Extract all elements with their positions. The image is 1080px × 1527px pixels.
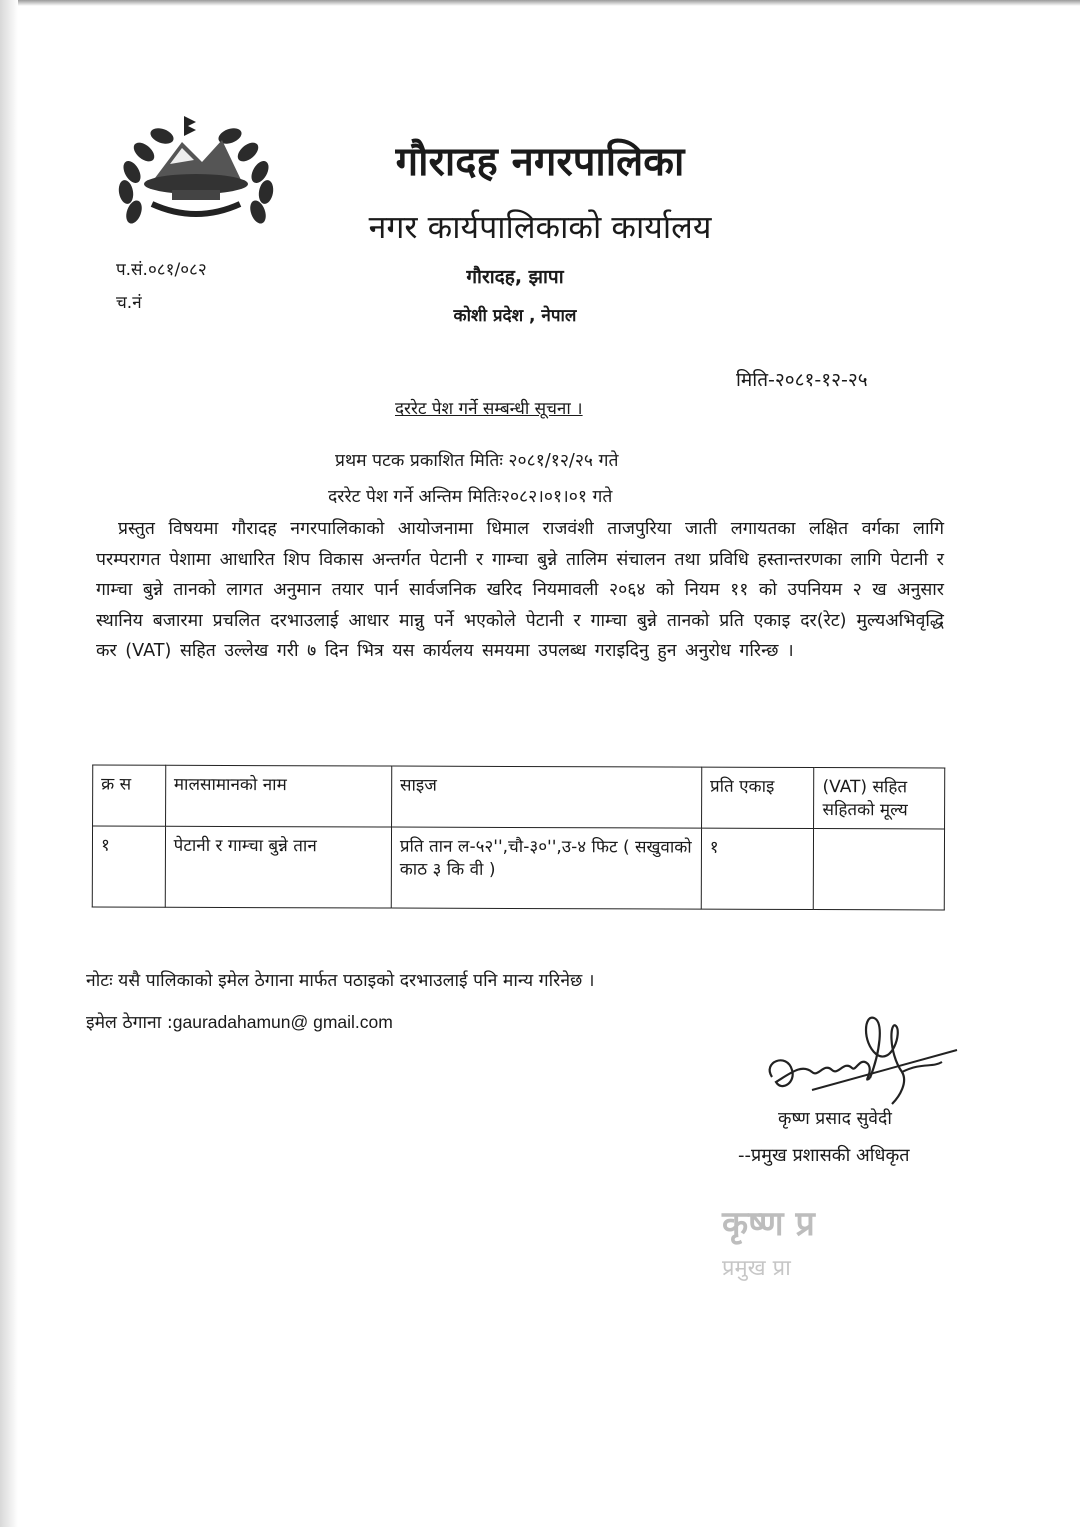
table-row <box>92 826 944 910</box>
signer-title: --प्रमुख प्रशासकी अधिकृत <box>738 1145 910 1166</box>
official-name-stamp <box>718 1197 968 1287</box>
org-name: गौरादह नगरपालिका <box>395 138 685 185</box>
subject: दररेट पेश गर्ने सम्बन्धी सूचना । <box>395 399 583 419</box>
signer-name: कृष्ण प्रसाद सुवेदी <box>778 1109 892 1129</box>
stamp-line-2: प्रमुख प्रा <box>722 1256 791 1281</box>
email-label: इमेल ठेगाना : <box>86 1013 173 1033</box>
nepal-emblem-icon <box>112 112 280 232</box>
row-serial: १ <box>92 826 165 907</box>
header-item-name: मालसामानको नाम <box>165 765 391 827</box>
notice-body: प्रस्तुत विषयमा गौरादह नगरपालिकाको आयोजनामा धिमाल राजवंशी ताजपुरिया जाती लगायतका लक्षित वर्गका लागि परम्परागत पेशामा आधारित शिप विकास अन्तर्गत पेटानी र गाम्चा बुन्ने तालिम संचालन तथा प्रविधि हस्तान्तरणका लागि पेटानी र गाम्चा बुन्ने तानको लागत अनुमान तयार पार्न सार्वजनिक खरिद नियमावली २०६४ को नियम ११ को उपनियम २ ख अनुसार स्थानिय बजारमा प्रचलित दरभाउलाई आधार मान्नु पर्ने भएकोले पेटानी र गाम्चा बुन्ने तानको प्रति एकाइ दर(रेट) मुल्यअभिवृद्धि कर (VAT) सहित उल्लेख गरी ७ दिन भित्र यस कार्यलय समयमा उपलब्ध गराइदिनु हुन अनुरोध गरिन्छ । <box>96 519 944 661</box>
submission-deadline: दररेट पेश गर्ने अन्तिम मितिः२०८२।०१।०१ गते <box>328 487 613 507</box>
office-address: गौरादह, झापा <box>466 266 564 288</box>
header-serial: क्र स <box>93 765 166 826</box>
header-price-with-vat: (VAT) सहित सहितको मूल्य <box>814 768 945 829</box>
first-published-date: प्रथम पटक प्रकाशित मितिः २०८१/१२/२५ गते <box>335 451 619 471</box>
note: नोटः यसै पालिकाको इमेल ठेगाना मार्फत पठाइको दरभाउलाई पनि मान्य गरिनेछ । <box>86 971 595 991</box>
scan-top-edge <box>0 0 1080 6</box>
items-table <box>92 765 945 911</box>
header-size: साइज <box>391 766 701 828</box>
header-per-unit: प्रति एकाइ <box>701 767 814 828</box>
handwritten-signature <box>752 1012 962 1117</box>
row-item-name: पेटानी र गाम्चा बुन्ने तान <box>165 826 391 908</box>
table-header-row <box>93 765 945 829</box>
dispatch-number: च.नं <box>116 293 142 313</box>
row-price <box>814 829 945 910</box>
stamp-line-1: कृष्ण प्र <box>722 1204 815 1244</box>
scan-left-edge <box>0 0 18 1527</box>
letter-date: मिति-२०८१-१२-२५ <box>736 369 868 391</box>
row-per-unit: १ <box>701 828 814 909</box>
email-address: gauradahamun@ gmail.com <box>172 1012 393 1032</box>
email-line <box>86 1010 393 1034</box>
reference-number: प.सं.०८१/०८२ <box>116 260 207 280</box>
office-name: नगर कार्यपालिकाको कार्यालय <box>368 208 712 246</box>
row-size: प्रति तान ल-५२'',चौ-३०'',उ-४ फिट ( सखुवाको काठ ३ कि वी ) <box>391 827 701 909</box>
province: कोशी प्रदेश , नेपाल <box>453 306 577 326</box>
